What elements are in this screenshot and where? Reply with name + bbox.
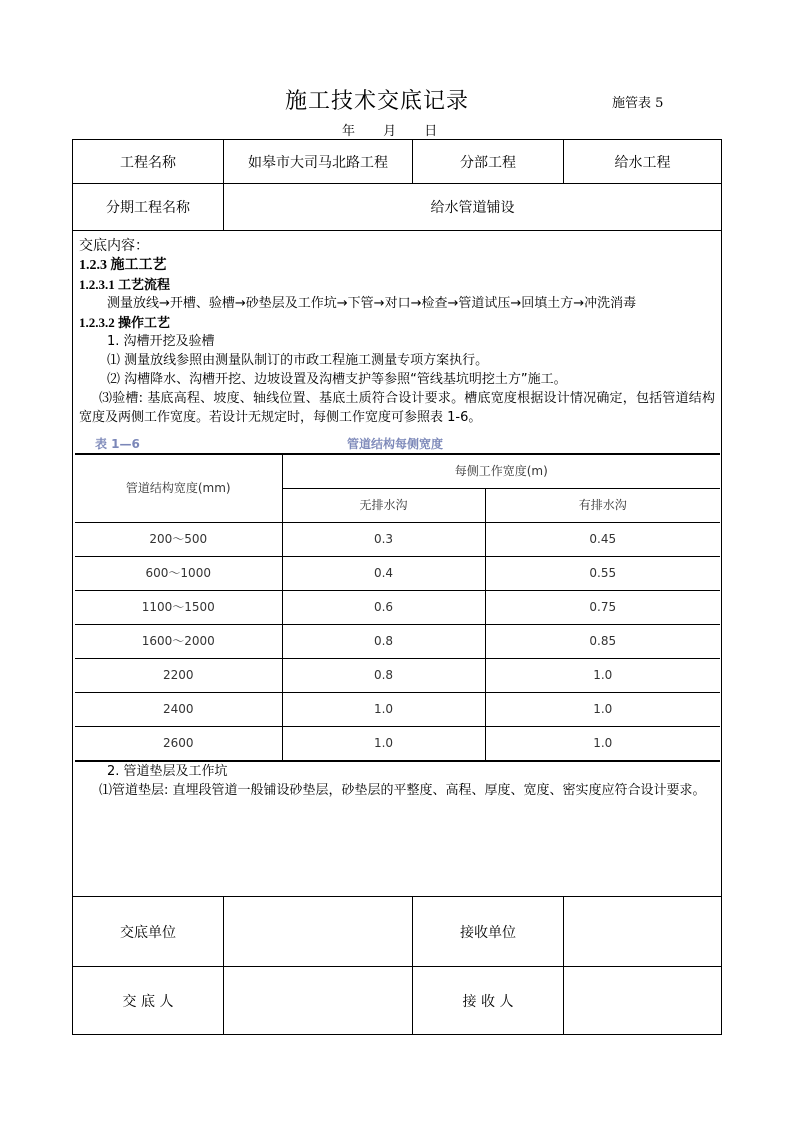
table-row: [75, 591, 720, 625]
item-bedding: 2. 管道垫层及工作坑: [107, 764, 228, 779]
issuer-unit-value[interactable]: [224, 897, 413, 967]
row-no-drain: 0.6: [282, 591, 485, 625]
row-drain: 1.0: [485, 659, 720, 693]
issuer-value[interactable]: [224, 967, 413, 1035]
table-caption: [79, 431, 715, 453]
date-line: 年 月 日: [342, 124, 438, 139]
row-drain: 0.75: [485, 591, 720, 625]
subsection-flow-heading: 1.2.3.1 工艺流程: [79, 277, 171, 292]
table-row: [75, 659, 720, 693]
row-drain: 0.85: [485, 625, 720, 659]
item-trench-1: ⑴ 测量放线参照由测量队制订的市政工程施工测量专项方案执行。: [107, 353, 489, 368]
table-row: [75, 693, 720, 727]
project-name-value: 如皋市大司马北路工程: [224, 140, 413, 184]
division-value: 给水工程: [564, 140, 722, 184]
receiver-unit-label: 接收单位: [413, 897, 564, 967]
item-trench-2: ⑵ 沟槽降水、沟槽开挖、边坡设置及沟槽支护等参照“管线基坑明挖土方”施工。: [107, 372, 567, 387]
row-no-drain: 0.3: [282, 523, 485, 557]
division-label: 分部工程: [413, 140, 564, 184]
row-no-drain: 0.8: [282, 625, 485, 659]
subsection-operation-heading: 1.2.3.2 操作工艺: [79, 315, 171, 330]
item-trench-3: ⑶验槽: 基底高程、坡度、轴线位置、基底土质符合设计要求。槽底宽度根据设计情况确定，包括管道结构宽度及两侧工作宽度。若设计无规定时，每侧工作宽度可参照表 1-6。: [79, 391, 715, 425]
phase-label: 分期工程名称: [73, 184, 224, 231]
document-title: 施工技术交底记录: [284, 89, 469, 114]
item-bedding-1: ⑴管道垫层: 直埋段管道一般铺设砂垫层，砂垫层的平整度、高程、厚度、宽度、密实度应符合设计要求。: [99, 783, 706, 798]
phase-value: 给水管道铺设: [224, 184, 722, 231]
row-width: 2600: [75, 727, 282, 762]
table-title: 管道结构每侧宽度: [347, 437, 444, 451]
col-structure-width: 管道结构宽度(mm): [75, 454, 282, 523]
row-drain: 1.0: [485, 727, 720, 762]
row-width: 1600～2000: [75, 625, 282, 659]
row-width: 1100～1500: [75, 591, 282, 625]
row-width: 200～500: [75, 523, 282, 557]
table-number: 表 1—6: [95, 437, 140, 451]
issuer-unit-label: 交底单位: [73, 897, 224, 967]
project-name-label: 工程名称: [73, 140, 224, 184]
row-no-drain: 1.0: [282, 727, 485, 762]
item-trench: 1. 沟槽开挖及验槽: [107, 334, 215, 349]
row-no-drain: 0.4: [282, 557, 485, 591]
table-row: [75, 557, 720, 591]
table-row: [75, 523, 720, 557]
process-flow: 测量放线→开槽、验槽→砂垫层及工作坑→下管→对口→检查→管道试压→回填土方→冲洗消毒: [107, 296, 637, 311]
record-form: [72, 139, 722, 1035]
row-width: 2200: [75, 659, 282, 693]
row-drain: 1.0: [485, 693, 720, 727]
row-drain: 0.45: [485, 523, 720, 557]
receiver-unit-value[interactable]: [564, 897, 722, 967]
col-drain: 有排水沟: [485, 489, 720, 523]
content-label: 交底内容：: [79, 238, 149, 254]
row-drain: 0.55: [485, 557, 720, 591]
section-heading: 1.2.3 施工工艺: [79, 258, 167, 273]
form-number: 施管表 5: [612, 96, 664, 111]
table-row: [75, 625, 720, 659]
row-no-drain: 0.8: [282, 659, 485, 693]
row-no-drain: 1.0: [282, 693, 485, 727]
col-no-drain: 无排水沟: [282, 489, 485, 523]
col-work-width: 每侧工作宽度(m): [282, 454, 720, 489]
row-width: 2400: [75, 693, 282, 727]
table-row: [75, 727, 720, 762]
content-cell: [73, 231, 722, 897]
width-table: [75, 453, 720, 762]
receiver-value[interactable]: [564, 967, 722, 1035]
row-width: 600～1000: [75, 557, 282, 591]
issuer-label: 交 底 人: [73, 967, 224, 1035]
receiver-label: 接 收 人: [413, 967, 564, 1035]
